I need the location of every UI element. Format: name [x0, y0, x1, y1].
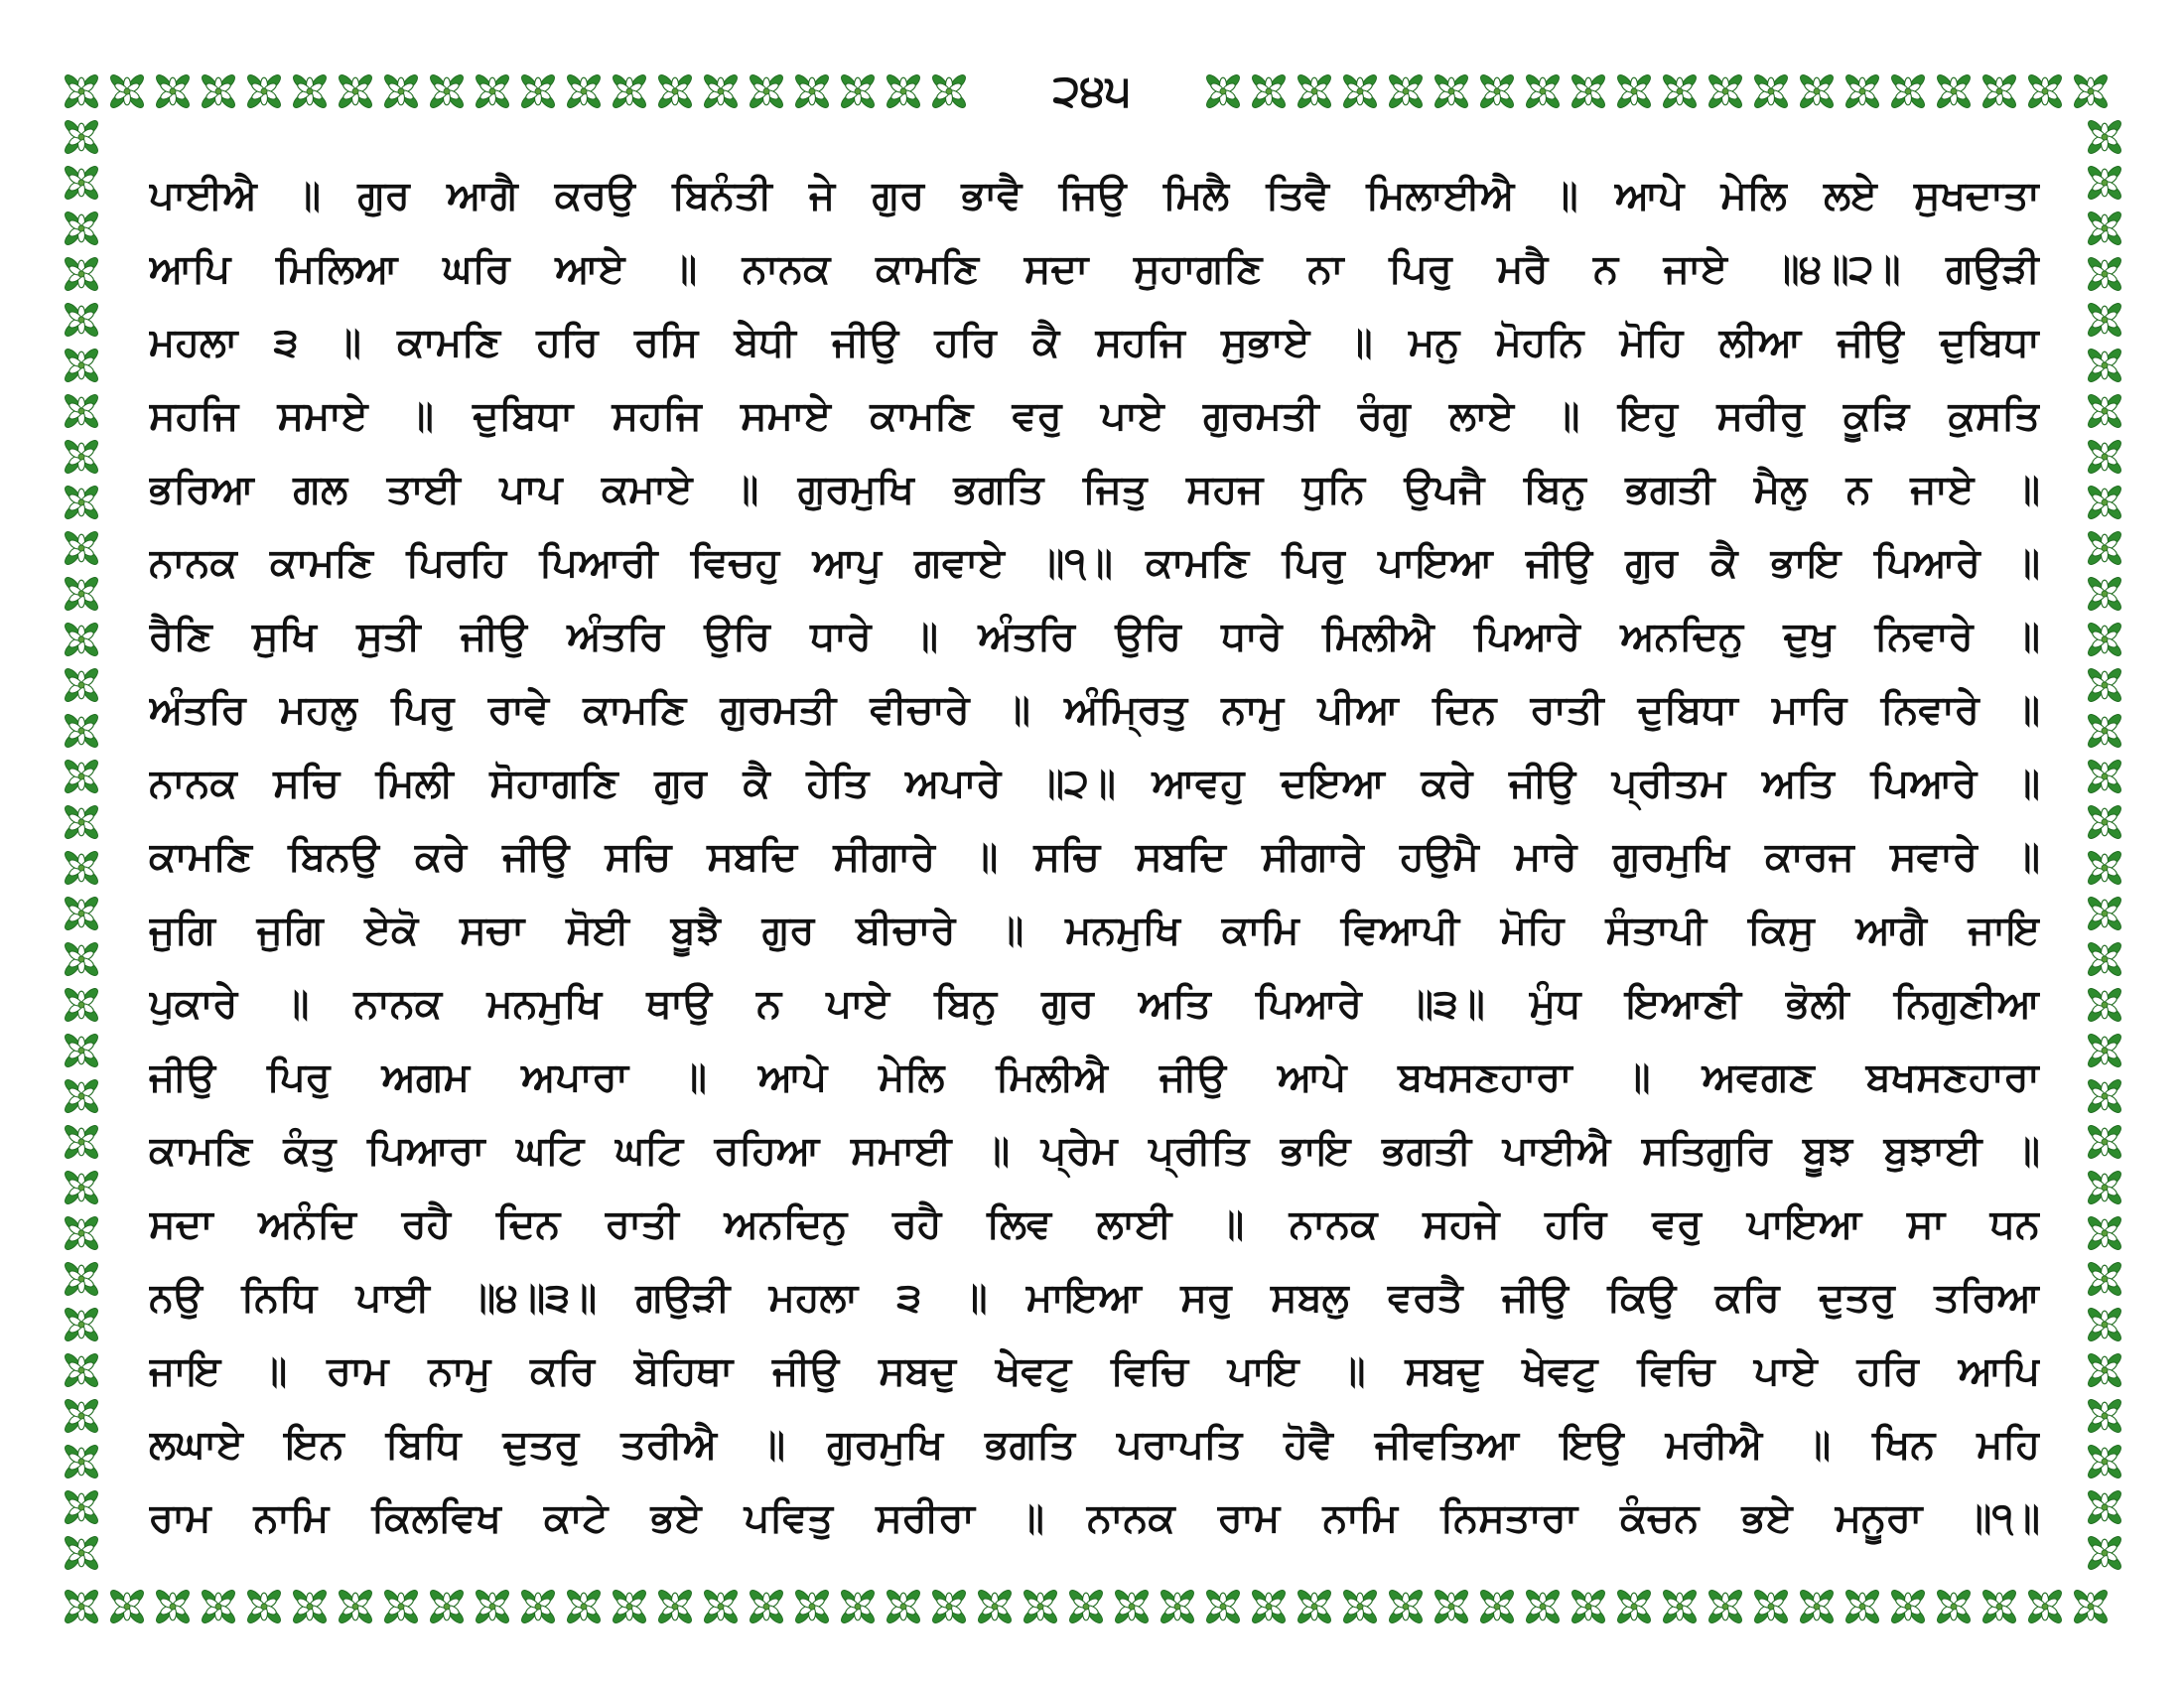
flower-ornament-icon	[2086, 666, 2123, 704]
flower-ornament-icon	[63, 940, 100, 978]
flower-ornament-icon	[1524, 72, 1562, 110]
flower-ornament-icon	[200, 72, 237, 110]
flower-ornament-icon	[1341, 72, 1379, 110]
flower-ornament-icon	[1204, 72, 1242, 110]
flower-ornament-icon	[1387, 1588, 1425, 1625]
flower-ornament-icon	[63, 1306, 100, 1343]
flower-ornament-icon	[1478, 1588, 1516, 1625]
text-line: ਸਹਜਿ ਸਮਾਏ ॥ ਦੁਬਿਧਾ ਸਹਜਿ ਸਮਾਏ ਕਾਮਣਿ ਵਰੁ ਪਾਏ ਗੁਰਮਤੀ ਰੰਗੁ ਲਾਏ ॥ ਇਹੁ ਸਰੀਰੁ ਕੂੜਿ ਕੁਸਤਿ	[149, 393, 2040, 439]
flower-ornament-icon	[1889, 1588, 1927, 1625]
text-line: ਆਪਿ ਮਿਲਿਆ ਘਰਿ ਆਏ ॥ ਨਾਨਕ ਕਾਮਣਿ ਸਦਾ ਸੁਹਾਗਣਿ ਨਾ ਪਿਰੁ ਮਰੈ ਨ ਜਾਏ ॥੪॥੨॥ ਗਉੜੀ	[149, 246, 2040, 292]
flower-ornament-icon	[63, 895, 100, 932]
flower-ornament-icon	[1570, 72, 1607, 110]
flower-ornament-icon	[337, 72, 374, 110]
flower-ornament-icon	[976, 1588, 1014, 1625]
text-line: ਨਾਨਕ ਸਚਿ ਮਿਲੀ ਸੋਹਾਗਣਿ ਗੁਰ ਕੈ ਹੇਤਿ ਅਪਾਰੇ ॥੨॥ ਆਵਹੁ ਦਇਆ ਕਰੇ ਜੀਉ ਪ੍ਰੀਤਮ ਅਤਿ ਪਿਆਰੇ ॥	[149, 761, 2040, 806]
flower-ornament-icon	[63, 1351, 100, 1389]
scripture-text	[149, 167, 2040, 1547]
flower-ornament-icon	[63, 1077, 100, 1115]
flower-ornament-icon	[63, 1214, 100, 1252]
flower-ornament-icon	[2086, 803, 2123, 841]
text-line: ਲਘਾਏ ਇਨ ਬਿਧਿ ਦੁਤਰੁ ਤਰੀਐ ॥ ਗੁਰਮੁਖਿ ਭਗਤਿ ਪਰਾਪਤਿ ਹੋਵੈ ਜੀਵਤਿਆ ਇਉ ਮਰੀਐ ॥ ਖਿਨ ਮਹਿ	[149, 1422, 2040, 1468]
flower-ornament-icon	[2086, 529, 2123, 567]
flower-ornament-icon	[291, 72, 329, 110]
flower-ornament-icon	[1113, 1588, 1151, 1625]
flower-ornament-icon	[63, 1397, 100, 1435]
text-line: ਕਾਮਣਿ ਕੰਤੁ ਪਿਆਰਾ ਘਟਿ ਘਟਿ ਰਹਿਆ ਸਮਾਈ ॥ ਪ੍ਰੇਮ ਪ੍ਰੀਤਿ ਭਾਇ ਭਗਤੀ ਪਾਈਐ ਸਤਿਗੁਰਿ ਬੂਝ ਬੁਝਾਈ ॥	[149, 1128, 2040, 1174]
flower-ornament-icon	[2086, 621, 2123, 658]
flower-ornament-icon	[63, 1488, 100, 1526]
flower-ornament-icon	[63, 164, 100, 202]
flower-ornament-icon	[1387, 72, 1425, 110]
flower-ornament-icon	[1980, 72, 2018, 110]
text-line: ਰੈਣਿ ਸੁਖਿ ਸੁਤੀ ਜੀਉ ਅੰਤਰਿ ਉਰਿ ਧਾਰੇ ॥ ਅੰਤਰਿ ਉਰਿ ਧਾਰੇ ਮਿਲੀਐ ਪਿਆਰੇ ਅਨਦਿਨੁ ਦੁਖੁ ਨਿਵਾਰੇ ॥	[149, 614, 2040, 659]
flower-ornament-icon	[565, 72, 603, 110]
flower-ornament-icon	[1798, 72, 1836, 110]
flower-ornament-icon	[1204, 1588, 1242, 1625]
flower-ornament-icon	[839, 1588, 877, 1625]
text-line: ਰਾਮ ਨਾਮਿ ਕਿਲਵਿਖ ਕਾਟੇ ਭਏ ਪਵਿਤੁ ਸਰੀਰਾ ॥ ਨਾਨਕ ਰਾਮ ਨਾਮਿ ਨਿਸਤਾਰਾ ਕੰਚਨ ਭਏ ਮਨੂਰਾ ॥੧॥	[149, 1495, 2040, 1541]
text-line: ਪੁਕਾਰੇ ॥ ਨਾਨਕ ਮਨਮੁਖਿ ਥਾਉ ਨ ਪਾਏ ਬਿਨੁ ਗੁਰ ਅਤਿ ਪਿਆਰੇ ॥੩॥ ਮੁੰਧ ਇਆਣੀ ਭੋਲੀ ਨਿਗੁਣੀਆ	[149, 981, 2040, 1027]
flower-ornament-icon	[1433, 1588, 1470, 1625]
text-line: ਸਦਾ ਅਨੰਦਿ ਰਹੈ ਦਿਨ ਰਾਤੀ ਅਨਦਿਨੁ ਰਹੈ ਲਿਵ ਲਾਈ ॥ ਨਾਨਕ ਸਹਜੇ ਹਰਿ ਵਰੁ ਪਾਇਆ ਸਾ ਧਨ	[149, 1201, 2040, 1247]
flower-ornament-icon	[793, 1588, 831, 1625]
flower-ornament-icon	[1752, 72, 1790, 110]
flower-ornament-icon	[63, 1260, 100, 1298]
flower-ornament-icon	[63, 1169, 100, 1206]
flower-ornament-icon	[63, 484, 100, 521]
flower-ornament-icon	[2086, 1077, 2123, 1115]
flower-ornament-icon	[108, 1588, 146, 1625]
flower-ornament-icon	[1478, 72, 1516, 110]
flower-ornament-icon	[63, 1588, 100, 1625]
flower-ornament-icon	[428, 72, 466, 110]
text-line: ਪਾਈਐ ॥ ਗੁਰ ਆਗੈ ਕਰਉ ਬਿਨੰਤੀ ਜੇ ਗੁਰ ਭਾਵੈ ਜਿਉ ਮਿਲੈ ਤਿਵੈ ਮਿਲਾਈਐ ॥ ਆਪੇ ਮੇਲਿ ਲਏ ਸੁਖਦਾਤਾ	[149, 173, 2040, 218]
flower-ornament-icon	[2086, 1169, 2123, 1206]
flower-ornament-icon	[1296, 1588, 1333, 1625]
flower-ornament-icon	[1706, 1588, 1744, 1625]
page-number: ੨੪੫	[993, 62, 1191, 121]
flower-ornament-icon	[63, 1032, 100, 1069]
flower-ornament-icon	[1752, 1588, 1790, 1625]
flower-ornament-icon	[2086, 1534, 2123, 1572]
flower-ornament-icon	[63, 301, 100, 339]
flower-ornament-icon	[291, 1588, 329, 1625]
text-line: ਭਰਿਆ ਗਲ ਤਾਈ ਪਾਪ ਕਮਾਏ ॥ ਗੁਰਮੁਖਿ ਭਗਤਿ ਜਿਤੁ ਸਹਜ ਧੁਨਿ ਉਪਜੈ ਬਿਨੁ ਭਗਤੀ ਮੈਲੁ ਨ ਜਾਏ ॥	[149, 467, 2040, 512]
flower-ornament-icon	[63, 72, 100, 110]
flower-ornament-icon	[1524, 1588, 1562, 1625]
flower-ornament-icon	[63, 255, 100, 293]
flower-ornament-icon	[63, 438, 100, 476]
flower-ornament-icon	[2086, 895, 2123, 932]
flower-ornament-icon	[2086, 1123, 2123, 1161]
flower-ornament-icon	[200, 1588, 237, 1625]
flower-ornament-icon	[1935, 72, 1973, 110]
flower-ornament-icon	[1661, 72, 1699, 110]
flower-ornament-icon	[565, 1588, 603, 1625]
flower-ornament-icon	[2086, 758, 2123, 795]
flower-ornament-icon	[245, 1588, 283, 1625]
flower-ornament-icon	[519, 72, 557, 110]
flower-ornament-icon	[2086, 849, 2123, 887]
flower-ornament-icon	[2086, 575, 2123, 613]
flower-ornament-icon	[2086, 712, 2123, 750]
flower-ornament-icon	[2086, 164, 2123, 202]
flower-ornament-icon	[1661, 1588, 1699, 1625]
flower-ornament-icon	[63, 621, 100, 658]
flower-ornament-icon	[63, 803, 100, 841]
flower-ornament-icon	[63, 1534, 100, 1572]
flower-ornament-icon	[1798, 1588, 1836, 1625]
flower-ornament-icon	[63, 712, 100, 750]
text-line: ਨਉ ਨਿਧਿ ਪਾਈ ॥੪॥੩॥ ਗਉੜੀ ਮਹਲਾ ੩ ॥ ਮਾਇਆ ਸਰੁ ਸਬਲੁ ਵਰਤੈ ਜੀਉ ਕਿਉ ਕਰਿ ਦੁਤਰੁ ਤਰਿਆ	[149, 1275, 2040, 1321]
flower-ornament-icon	[1341, 1588, 1379, 1625]
flower-ornament-icon	[2086, 301, 2123, 339]
flower-ornament-icon	[2086, 438, 2123, 476]
flower-ornament-icon	[1615, 72, 1653, 110]
flower-ornament-icon	[428, 1588, 466, 1625]
flower-ornament-icon	[474, 1588, 511, 1625]
flower-ornament-icon	[108, 72, 146, 110]
flower-ornament-icon	[1980, 1588, 2018, 1625]
flower-ornament-icon	[1250, 1588, 1288, 1625]
text-line: ਕਾਮਣਿ ਬਿਨਉ ਕਰੇ ਜੀਉ ਸਚਿ ਸਬਦਿ ਸੀਗਾਰੇ ॥ ਸਚਿ ਸਬਦਿ ਸੀਗਾਰੇ ਹਉਮੈ ਮਾਰੇ ਗੁਰਮੁਖਿ ਕਾਰਜ ਸਵਾਰੇ ॥	[149, 834, 2040, 880]
text-line: ਅੰਤਰਿ ਮਹਲੁ ਪਿਰੁ ਰਾਵੇ ਕਾਮਣਿ ਗੁਰਮਤੀ ਵੀਚਾਰੇ ॥ ਅੰਮ੍ਰਿਤੁ ਨਾਮੁ ਪੀਆ ਦਿਨ ਰਾਤੀ ਦੁਬਿਧਾ ਮਾਰਿ ਨਿਵਾਰੇ ॥	[149, 687, 2040, 733]
flower-ornament-icon	[2086, 255, 2123, 293]
flower-ornament-icon	[63, 529, 100, 567]
flower-ornament-icon	[1296, 72, 1333, 110]
text-line: ਜੀਉ ਪਿਰੁ ਅਗਮ ਅਪਾਰਾ ॥ ਆਪੇ ਮੇਲਿ ਮਿਲੀਐ ਜੀਉ ਆਪੇ ਬਖਸਣਹਾਰਾ ॥ ਅਵਗਣ ਬਖਸਣਹਾਰਾ	[149, 1055, 2040, 1100]
flower-ornament-icon	[1433, 72, 1470, 110]
flower-ornament-icon	[2086, 1397, 2123, 1435]
flower-ornament-icon	[793, 72, 831, 110]
flower-ornament-icon	[63, 392, 100, 430]
flower-ornament-icon	[656, 1588, 694, 1625]
flower-ornament-icon	[748, 72, 785, 110]
flower-ornament-icon	[63, 849, 100, 887]
flower-ornament-icon	[2086, 1032, 2123, 1069]
flower-ornament-icon	[245, 72, 283, 110]
flower-ornament-icon	[930, 72, 968, 110]
flower-ornament-icon	[2026, 72, 2064, 110]
flower-ornament-icon	[611, 72, 648, 110]
flower-ornament-icon	[839, 72, 877, 110]
flower-ornament-icon	[1843, 72, 1881, 110]
flower-ornament-icon	[154, 72, 192, 110]
flower-ornament-icon	[2086, 347, 2123, 384]
flower-ornament-icon	[748, 1588, 785, 1625]
flower-ornament-icon	[1570, 1588, 1607, 1625]
flower-ornament-icon	[2086, 986, 2123, 1024]
flower-ornament-icon	[1889, 72, 1927, 110]
flower-ornament-icon	[702, 72, 740, 110]
flower-ornament-icon	[885, 1588, 922, 1625]
flower-ornament-icon	[63, 118, 100, 156]
flower-ornament-icon	[63, 210, 100, 247]
flower-ornament-icon	[2086, 118, 2123, 156]
flower-ornament-icon	[2086, 1260, 2123, 1298]
flower-ornament-icon	[63, 666, 100, 704]
flower-ornament-icon	[2086, 1443, 2123, 1480]
flower-ornament-icon	[1843, 1588, 1881, 1625]
text-line: ਜੁਗਿ ਜੁਗਿ ਏਕੋ ਸਚਾ ਸੋਈ ਬੂਝੈ ਗੁਰ ਬੀਚਾਰੇ ॥ ਮਨਮੁਖਿ ਕਾਮਿ ਵਿਆਪੀ ਮੋਹਿ ਸੰਤਾਪੀ ਕਿਸੁ ਆਗੈ ਜਾਇ	[149, 908, 2040, 953]
flower-ornament-icon	[63, 758, 100, 795]
flower-ornament-icon	[2086, 1306, 2123, 1343]
flower-ornament-icon	[1615, 1588, 1653, 1625]
text-line: ਨਾਨਕ ਕਾਮਣਿ ਪਿਰਹਿ ਪਿਆਰੀ ਵਿਚਹੁ ਆਪੁ ਗਵਾਏ ॥੧॥ ਕਾਮਣਿ ਪਿਰੁ ਪਾਇਆ ਜੀਉ ਗੁਰ ਕੈ ਭਾਇ ਪਿਆਰੇ ॥	[149, 540, 2040, 586]
flower-ornament-icon	[2086, 940, 2123, 978]
flower-ornament-icon	[1159, 1588, 1196, 1625]
flower-ornament-icon	[519, 1588, 557, 1625]
flower-ornament-icon	[611, 1588, 648, 1625]
flower-ornament-icon	[1935, 1588, 1973, 1625]
flower-ornament-icon	[382, 1588, 420, 1625]
flower-ornament-icon	[474, 72, 511, 110]
flower-ornament-icon	[1706, 72, 1744, 110]
flower-ornament-icon	[63, 347, 100, 384]
flower-ornament-icon	[63, 1443, 100, 1480]
flower-ornament-icon	[2086, 392, 2123, 430]
flower-ornament-icon	[2086, 484, 2123, 521]
flower-ornament-icon	[1022, 1588, 1059, 1625]
flower-ornament-icon	[702, 1588, 740, 1625]
flower-ornament-icon	[154, 1588, 192, 1625]
flower-ornament-icon	[337, 1588, 374, 1625]
flower-ornament-icon	[2026, 1588, 2064, 1625]
flower-ornament-icon	[2072, 72, 2110, 110]
flower-ornament-icon	[656, 72, 694, 110]
flower-ornament-icon	[930, 1588, 968, 1625]
flower-ornament-icon	[1067, 1588, 1105, 1625]
flower-ornament-icon	[2086, 1488, 2123, 1526]
flower-ornament-icon	[2086, 1351, 2123, 1389]
flower-ornament-icon	[2086, 210, 2123, 247]
flower-ornament-icon	[63, 986, 100, 1024]
text-line: ਮਹਲਾ ੩ ॥ ਕਾਮਣਿ ਹਰਿ ਰਸਿ ਬੇਧੀ ਜੀਉ ਹਰਿ ਕੈ ਸਹਜਿ ਸੁਭਾਏ ॥ ਮਨੁ ਮੋਹਨਿ ਮੋਹਿ ਲੀਆ ਜੀਉ ਦੁਬਿਧਾ	[149, 320, 2040, 365]
flower-ornament-icon	[63, 575, 100, 613]
flower-ornament-icon	[1250, 72, 1288, 110]
flower-ornament-icon	[382, 72, 420, 110]
flower-ornament-icon	[885, 72, 922, 110]
text-line: ਜਾਇ ॥ ਰਾਮ ਨਾਮੁ ਕਰਿ ਬੋਹਿਥਾ ਜੀਉ ਸਬਦੁ ਖੇਵਟੁ ਵਿਚਿ ਪਾਇ ॥ ਸਬਦੁ ਖੇਵਟੁ ਵਿਚਿ ਪਾਏ ਹਰਿ ਆਪਿ	[149, 1348, 2040, 1394]
flower-ornament-icon	[2072, 1588, 2110, 1625]
flower-ornament-icon	[63, 1123, 100, 1161]
flower-ornament-icon	[2086, 1214, 2123, 1252]
